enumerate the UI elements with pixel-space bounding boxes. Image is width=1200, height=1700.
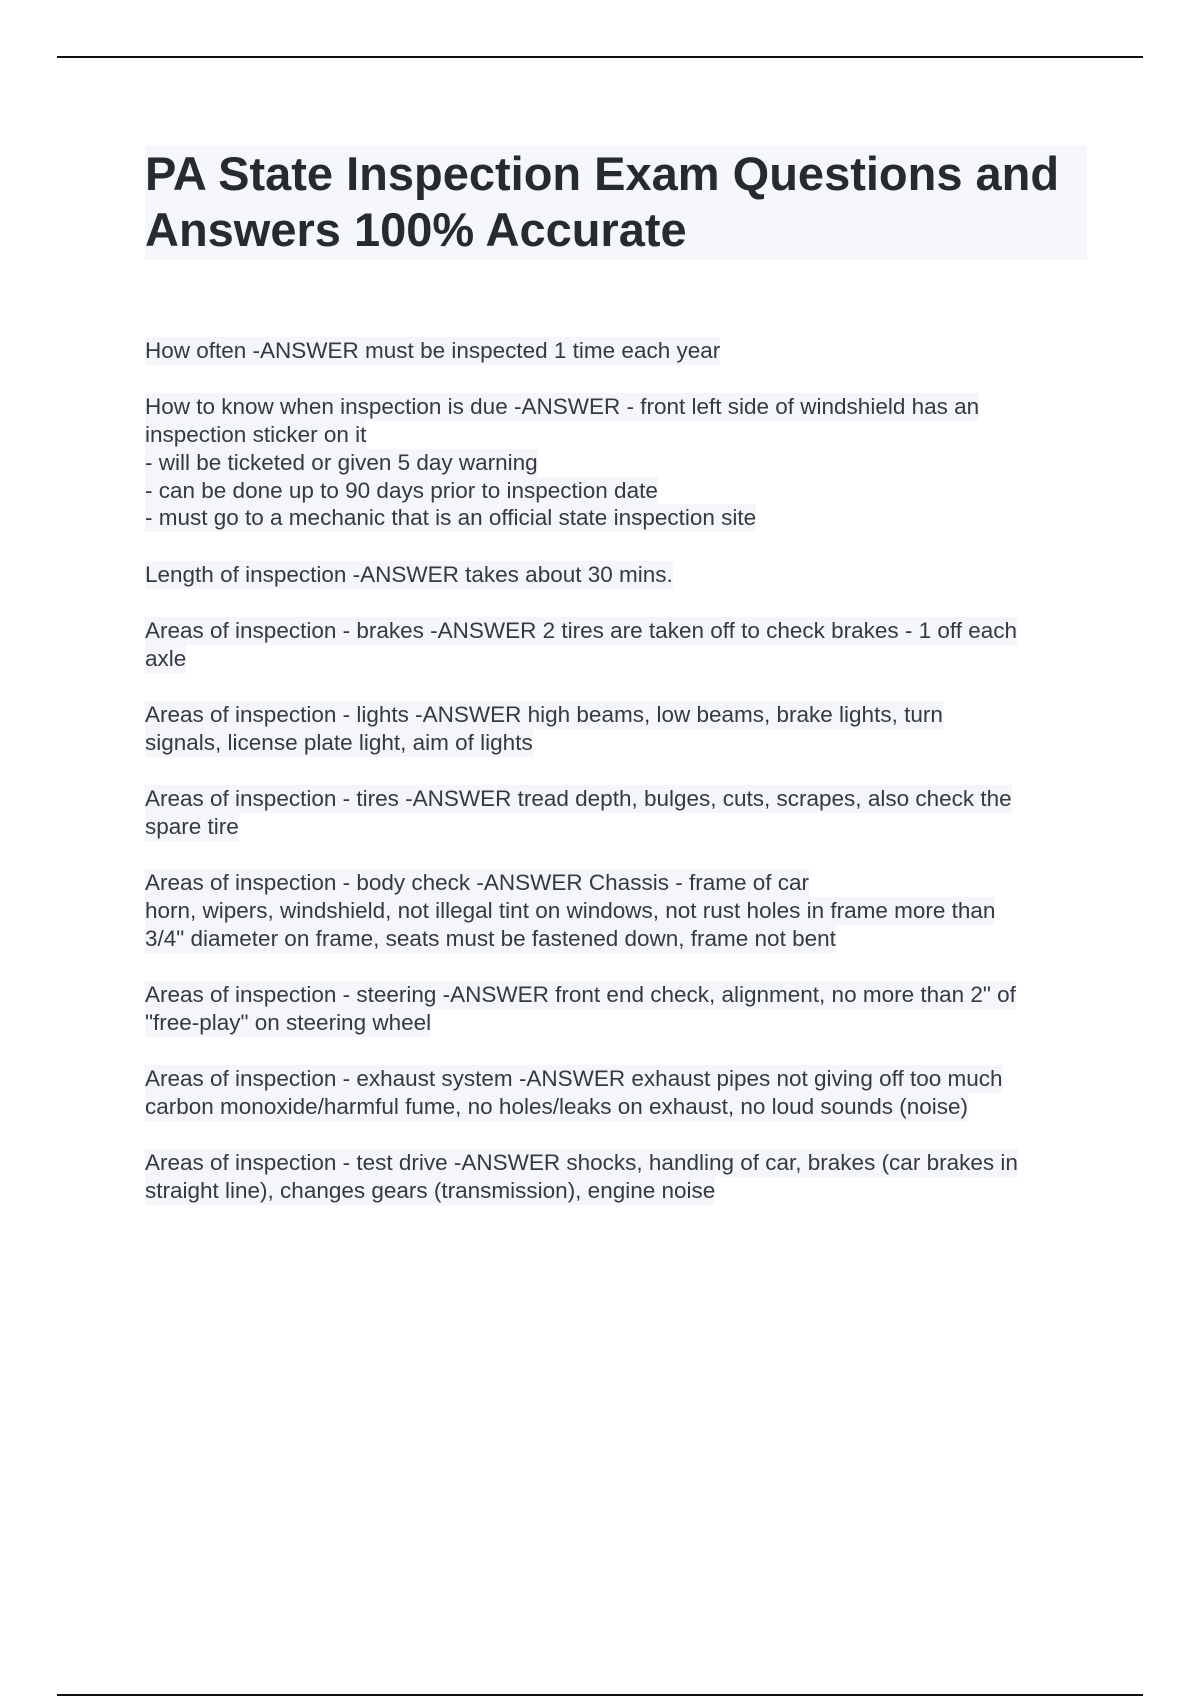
qa-line: signals, license plate light, aim of lights — [145, 729, 533, 755]
qa-item-tires — [145, 785, 1090, 841]
qa-line: axle — [145, 645, 187, 671]
qa-item-length — [145, 561, 1090, 589]
qa-line: inspection sticker on it — [145, 422, 367, 448]
qa-line: spare tire — [145, 814, 239, 840]
qa-line: - must go to a mechanic that is an official state inspection site — [145, 505, 757, 531]
qa-item-when-due — [145, 393, 1090, 532]
qa-line: How often -ANSWER must be inspected 1 time each year — [145, 338, 721, 363]
qa-list — [145, 337, 1090, 1234]
qa-line: Areas of inspection - brakes -ANSWER 2 tires are taken off to check brakes - 1 off each — [145, 618, 1018, 644]
qa-line: Areas of inspection - body check -ANSWER Chassis - frame of car — [145, 870, 809, 896]
qa-line: "free-play" on steering wheel — [145, 1010, 432, 1036]
qa-line: Areas of inspection - exhaust system -ANSWER exhaust pipes not giving off too much — [145, 1066, 1003, 1092]
title-line: PA State Inspection Exam Questions and — [145, 147, 1060, 200]
qa-item-brakes — [145, 617, 1090, 673]
qa-line: carbon monoxide/harmful fume, no holes/leaks on exhaust, no loud sounds (noise) — [145, 1094, 968, 1120]
qa-line: Areas of inspection - tires -ANSWER tread depth, bulges, cuts, scrapes, also check the — [145, 786, 1012, 812]
qa-item-body-check — [145, 869, 1090, 952]
title-line: Answers 100% Accurate — [145, 203, 687, 256]
qa-line: Length of inspection -ANSWER takes about 30 mins. — [145, 561, 673, 587]
qa-line: straight line), changes gears (transmission), engine noise — [145, 1178, 716, 1204]
document-title — [145, 146, 1087, 260]
qa-line: Areas of inspection - test drive -ANSWER shocks, handling of car, brakes (car brakes in — [145, 1150, 1018, 1176]
qa-item-test-drive — [145, 1149, 1090, 1205]
bottom-rule — [57, 1694, 1143, 1696]
qa-line: How to know when inspection is due -ANSWER - front left side of windshield has an — [145, 394, 980, 420]
qa-line: Areas of inspection - lights -ANSWER high beams, low beams, brake lights, turn — [145, 702, 943, 728]
qa-item-exhaust — [145, 1065, 1090, 1121]
qa-item-how-often — [145, 337, 1090, 365]
qa-item-lights — [145, 701, 1090, 757]
qa-item-steering — [145, 981, 1090, 1037]
qa-line: Areas of inspection - steering -ANSWER front end check, alignment, no more than 2" of — [145, 982, 1016, 1008]
qa-line: 3/4" diameter on frame, seats must be fastened down, frame not bent — [145, 925, 836, 951]
qa-line: - will be ticketed or given 5 day warning — [145, 449, 538, 475]
qa-line: - can be done up to 90 days prior to inspection date — [145, 477, 658, 503]
top-rule — [57, 56, 1143, 58]
qa-line: horn, wipers, windshield, not illegal tint on windows, not rust holes in frame more than — [145, 898, 996, 924]
